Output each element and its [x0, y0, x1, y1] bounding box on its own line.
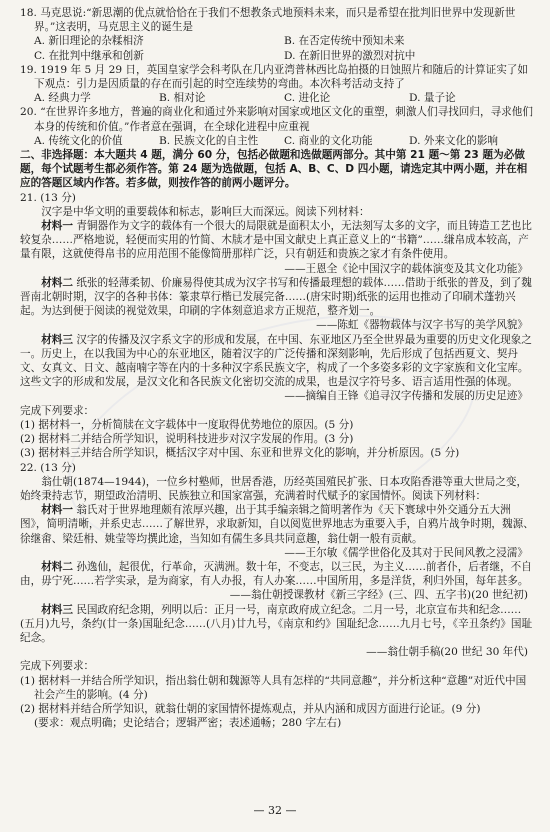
requirement-item: (2) 据材料并结合所学知识，就翁仕朝的家国情怀提炼观点，并从内涵和成因方面进行论证。(9 分) [20, 702, 481, 715]
material-label: 材料二 [41, 276, 73, 289]
question-18-options [20, 34, 534, 62]
question-21-header: 21. (13 分) [20, 191, 76, 204]
material-label: 材料一 [41, 220, 73, 233]
material-label: 材料三 [41, 603, 73, 616]
option-d: D. 在新旧世界的激烈对抗中 [284, 49, 416, 62]
material-source: ——王恩全《论中国汉字的载体演变及其文化功能》 [284, 262, 528, 275]
material-2 [20, 560, 534, 588]
material-3 [20, 333, 534, 390]
material-source: ——王尔敏《儒学世俗化及其对于民间风教之浸濡》 [284, 546, 528, 559]
question-20-stem: 20. “在世界许多地方，普遍的商业化和通过外来影响对国家或地区文化的重塑，刺激人们寻找回归，寻求他们本身的传统和价值。”作者意在强调，在全球化进程中应重视 [20, 106, 533, 133]
question-19-stem: 19. 1919 年 5 月 29 日，英国皇家学会科考队在几内亚湾普林西比岛拍摄的日蚀照片和随后的计算证实了如下观点：引力是因质量的存在而引起的时空连续势的弯曲。本次科考活动支持了 [20, 63, 528, 91]
question-22-intro: 翁仕朝(1874—1944)，一位乡村塾师，世居香港，历经英国殖民扩张、日本攻陷香港等重大世局之变，始终秉持志节，期望政治清明、民族独立和国家富强，充满着时代赋予的家国情怀。阅读下列材料： [20, 475, 528, 502]
material-text: 民国政府纪念期，列明以后：正月一号，南京政府成立纪念。二月一号，北京宣布共和纪念……(五月)九号，条约(廿一条)国耻纪念……(八月)廿九号，《南京和约》国耻纪念……九月七号，《辛丑条约》国耻纪念。 [20, 603, 533, 644]
option-c: C. 在批判中继承和创新 [34, 49, 144, 62]
option-b: B. 在否定传统中预知未来 [284, 35, 405, 48]
section-2-heading: 二、非选择题：本大题共 4 题，满分 60 分，包括必做题和选做题两部分。其中第 21 题～第 23 题为必做题，每个试题考生都必须作答。第 24 题为选做题，包括 A、B、C、D 四小题，请选定其中两小题，并在相应的答题区域内作答。若多做，则按作答的前两小题评分。 [20, 149, 528, 190]
answer-requirements-note: (要求：观点明确；史论结合；逻辑严密；表述通畅；280 字左右) [34, 717, 342, 730]
requirement-item: (1) 据材料一，分析简牍在文字载体中一度取得优势地位的原因。(5 分) [20, 418, 354, 431]
question-19-options [20, 91, 534, 105]
material-source: ——陈虹《器物载体与汉字书写的美学风貌》 [316, 319, 528, 332]
question-21-intro: 汉字是中华文明的重要载体和标志，影响巨大而深远。阅读下列材料： [41, 205, 370, 218]
option-c: C. 进化论 [284, 92, 331, 105]
requirements-title: 完成下列要求： [20, 404, 95, 417]
material-text: 纸张的轻薄柔韧、价廉易得使其成为汉字书写和传播最理想的载体……借助于纸张的普及，到了魏晋南北朝时期，汉字的各种书体：篆隶草行楷已发展完备……(唐宋时期)纸张的运用也推动了印刷术蓬勃兴起。为达到便于阅读的视觉效果，印刷的字体刻意追求方正规范，整齐划一。 [20, 276, 532, 318]
material-label: 材料一 [41, 504, 73, 517]
material-source: ——摘编自王锋《追寻汉字传播和发展的历史足迹》 [284, 390, 528, 403]
option-b: B. 相对论 [159, 92, 206, 105]
option-a: A. 传统文化的价值 [34, 134, 123, 147]
option-c: C. 商业的文化功能 [284, 134, 373, 147]
material-label: 材料三 [41, 333, 73, 346]
requirement-item: (1) 据材料一并结合所学知识，指出翁仕朝和魏源等人具有怎样的“共同意趣”，并分析这种“意趣”对近代中国社会产生的影响。(4 分) [20, 674, 527, 701]
option-a: A. 经典力学 [34, 92, 91, 105]
option-a: A. 新旧理论的杂糅相济 [34, 35, 144, 48]
requirement-item: (3) 据材料三并结合所学知识，概括汉字对中国、东亚和世界文化的影响，并分析原因。(5 分) [20, 447, 460, 460]
option-d: D. 外来文化的影响 [409, 134, 499, 147]
material-1 [20, 503, 534, 546]
option-b: B. 民族文化的自主性 [159, 134, 259, 147]
question-18-stem: 18. 马克思说:“新思潮的优点就恰恰在于我们不想教条式地预料未来，而只是希望在批判旧世界中发现新世界。”这表明，马克思主义的诞生是 [20, 7, 516, 34]
material-1 [20, 219, 534, 262]
material-source: ——翁仕朝手稿(20 世纪 30 年代) [366, 646, 528, 659]
material-text: 青铜器作为文字的载体有一个很大的局限就是面积太小，无法刻写太多的文字，而且铸造工艺也比较复杂……严格地说，轻便而实用的竹简、木牍才是中国文献史上真正意义上的“书籍”……缣帛成本较高，产量有限，这就使得帛书的应用范围不能像简册那样广泛，只有朝廷和贵族之家才有条件使用。 [20, 220, 532, 261]
material-text: 翁氏对于世界地理颇有浓厚兴趣，出于其手编亲辑之简明著作为《天下寰球中外交通分五大洲图》，简明清晰，并系史志……了解世界，求取新知，自以阅览世界地志为重要入手，自鸦片战争时期，魏源、徐继畬、梁廷枏、姚莹等均撰此途，当知如有儒生多具共同意趣，翁仕朝一般有贡献。 [20, 504, 534, 545]
option-d: D. 量子论 [409, 92, 456, 105]
question-20-options [20, 134, 534, 148]
material-label: 材料二 [41, 560, 73, 573]
material-2 [20, 276, 534, 319]
material-3 [20, 603, 534, 646]
question-22-header: 22. (13 分) [20, 461, 76, 474]
material-source: ——翁仕朝授课教材《新三字经》(三、四、五字书)(20 世纪初) [229, 589, 528, 602]
requirement-item: (2) 据材料二并结合所学知识，说明科技进步对汉字发展的作用。(3 分) [20, 433, 354, 446]
requirements-title: 完成下列要求： [20, 660, 95, 673]
material-text: 孙逸仙，起很优，行革命，灭满洲。数十年，不变志，以三民，为主义……前者仆，后者继，不自由，毋宁死……若学实录，是为商家，有人办报，有人办案……中国所用，多是洋货，利归外国，每年甚多。 [20, 560, 532, 588]
page-number: — 32 — [253, 803, 297, 817]
material-text: 汉字的传播及汉字系文字的形成和发展，在中国、东亚地区乃至全世界最为重要的历史文化现象之一。历史上，在以我国为中心的东亚地区，随着汉字的广泛传播和深刻影响，先后形成了包括西夏文、契丹文、女真文、日文、越南喃字等在内的十多种汉字系民族文字，构成了一个多姿多彩的文字家族和文化宝库。这些文字的形成和发展，是汉文化和各民族文化密切交流的成果，也是汉字符号多、语言适用性强的体现。 [20, 333, 532, 389]
